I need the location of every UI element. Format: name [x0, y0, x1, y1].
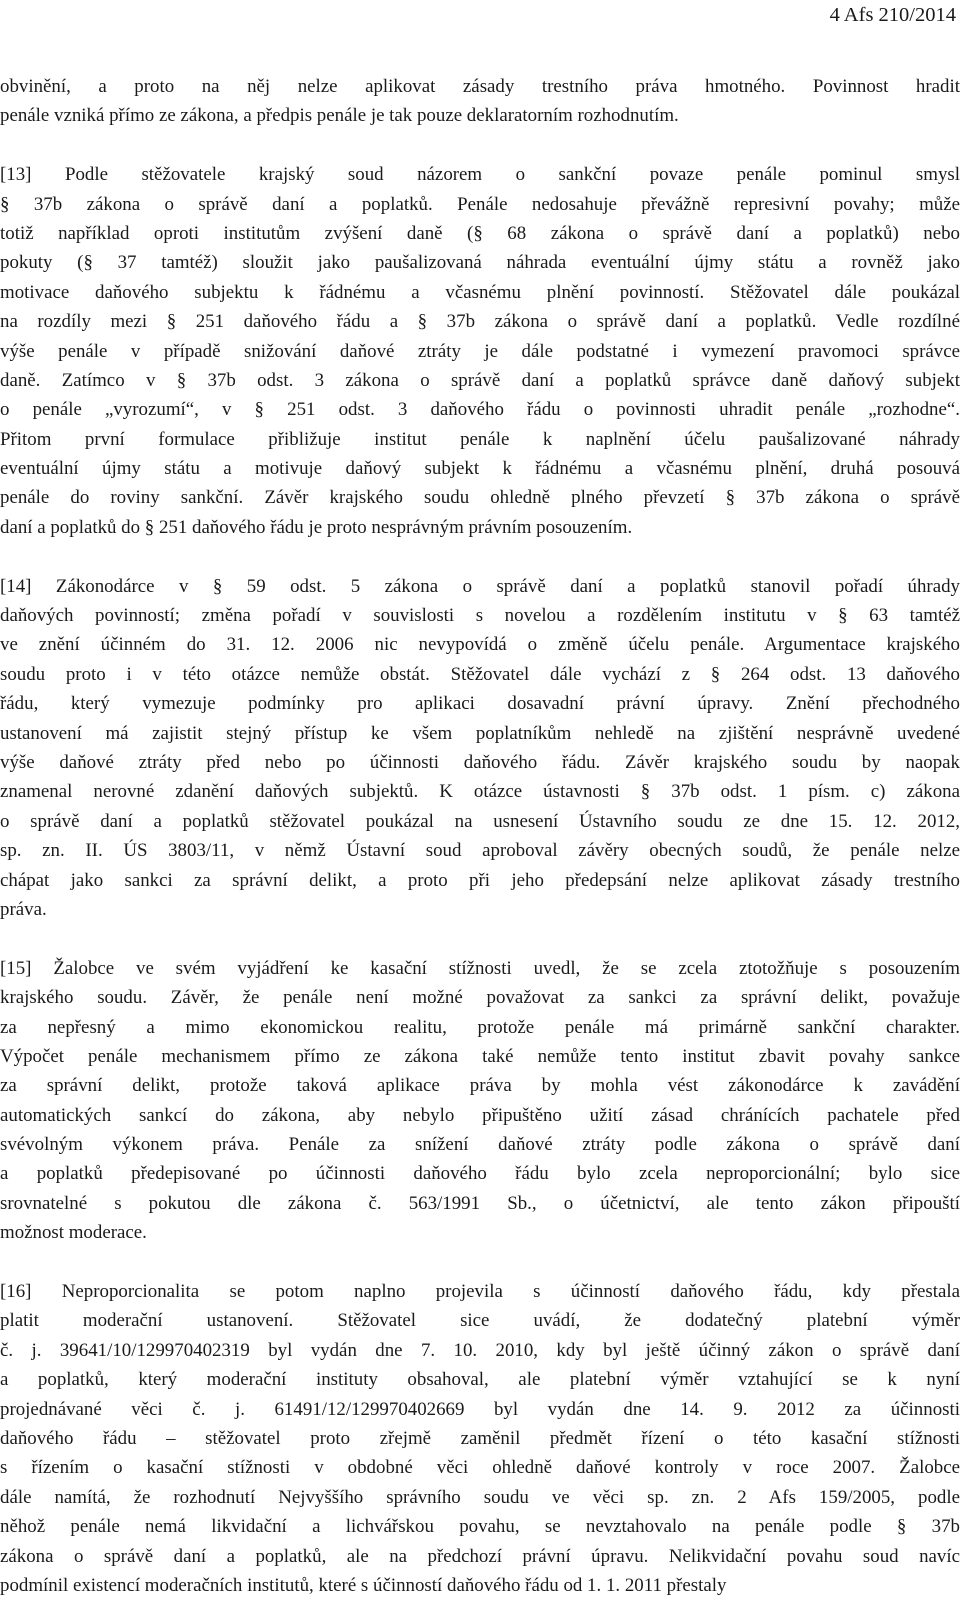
text-line: možnost moderace. [0, 1222, 147, 1244]
text-line: něhož penále nemá likvidační a lichvářskou povahu, se nevztahovalo na penále podle § 37b [0, 1516, 960, 1538]
text-line: penále vzniká přímo ze zákona, a předpis penále je tak pouze deklaratorním rozhodnutím. [0, 105, 679, 127]
text-line: motivace daňového subjektu k řádnému a včasnému plnění povinností. Stěžovatel dále poukázal [0, 281, 960, 303]
case-number-header: 4 Afs 210/2014 [829, 4, 956, 26]
paragraph-gap [0, 1248, 960, 1277]
paragraph-p13 [0, 160, 960, 542]
paragraph-p14 [0, 572, 960, 925]
text-line: obvinění, a proto na něj nelze aplikovat zásady trestního práva hmotného. Povinnost hradit [0, 76, 960, 97]
text-line: výše penále v případě snižování daňové ztráty je dále podstatné i vymezení pravomoci správce [0, 340, 960, 362]
text-line: svévolným výkonem práva. Penále za snížení daňové ztráty podle zákona o správě daní [0, 1134, 960, 1156]
document-body [0, 72, 960, 1600]
text-line: krajského soudu. Závěr, že penále není možné považovat za sankci za správní delikt, považuje [0, 987, 960, 1009]
text-line: č. j. 39641/10/129970402319 byl vydán dne 7. 10. 2010, kdy byl ještě účinný zákon o správě daní [0, 1339, 960, 1361]
text-line: za správní delikt, protože taková aplikace práva by mohla vést zákonodárce k zavádění [0, 1075, 960, 1097]
text-line: daně. Zatímco v § 37b odst. 3 zákona o správě daní a poplatků správce daně daňový subjekt [0, 369, 960, 391]
text-line: Přitom první formulace přibližuje institut penále k naplnění účelu paušalizované náhrady [0, 428, 960, 450]
text-line: [13] Podle stěžovatele krajský soud názorem o sankční povaze penále pominul smysl [0, 164, 960, 186]
text-line: za nepřesný a mimo ekonomickou realitu, protože penále má primárně sankční charakter. [0, 1016, 960, 1038]
text-line: sp. zn. II. ÚS 3803/11, v němž Ústavní soud aproboval závěry obecných soudů, že penále nelze [0, 840, 960, 862]
text-line: [16] Neproporcionalita se potom naplno projevila s účinností daňového řádu, kdy přestala [0, 1281, 960, 1303]
text-line: a poplatků, který moderační instituty obsahoval, ale platební výměr vztahující se k nyní [0, 1369, 960, 1391]
text-line: řádu, který vymezuje podmínky pro aplikaci dosavadní právní úpravy. Znění přechodného [0, 693, 960, 715]
text-line: ustanovení má zajistit stejný přístup ke všem poplatníkům nehledě na zjištění nesprávně uvedené [0, 722, 960, 744]
text-line: zákona o správě daní a poplatků, ale na předchozí právní úpravu. Nelikvidační povahu soud navíc [0, 1545, 960, 1567]
text-line: daňových povinností; změna pořadí v souvislosti s novelou a rozdělením institutu v § 63 tamtéž [0, 605, 960, 627]
text-line: platit moderační ustanovení. Stěžovatel sice uvádí, že dodatečný platební výměr [0, 1310, 960, 1332]
text-line: výše daňové ztráty před nebo po účinnosti daňového řádu. Závěr krajského soudu by naopak [0, 751, 960, 773]
text-line: podmínil existencí moderačních institutů, které s účinností daňového řádu od 1. 1. 2011 přestaly [0, 1574, 727, 1596]
text-line: dále namítá, že rozhodnutí Nejvyššího správního soudu ve věci sp. zn. 2 Afs 159/2005, podle [0, 1486, 960, 1508]
text-line: práva. [0, 898, 47, 920]
paragraph-gap [0, 542, 960, 571]
text-line: totiž například oproti institutům zvýšení daně (§ 68 zákona o správě daní a poplatků) nebo [0, 222, 960, 244]
text-line: a poplatků předepisované po účinnosti daňového řádu bylo zcela neproporcionální; bylo sice [0, 1163, 960, 1185]
text-line: o penále „vyrozumí“, v § 251 odst. 3 daňového řádu o povinnosti uhradit penále „rozhodne“. [0, 399, 960, 421]
text-line: eventuální újmy státu a motivuje daňový subjekt k řádnému a včasnému plnění, druhá posouvá [0, 458, 960, 480]
text-line: projednávané věci č. j. 61491/12/129970402669 byl vydán dne 14. 9. 2012 za účinnosti [0, 1398, 960, 1420]
text-line: chápat jako sankci za správní delikt, a proto při jeho předepsání nelze aplikovat zásady trestního [0, 869, 960, 891]
text-line: [14] Zákonodárce v § 59 odst. 5 zákona o správě daní a poplatků stanovil pořadí úhrady [0, 575, 960, 597]
text-line: § 37b zákona o správě daní a poplatků. Penále nedosahuje převážně represivní povahy; může [0, 193, 960, 215]
text-line: automatických sankcí do zákona, aby nebylo připuštěno užití zásad chránících pachatele před [0, 1104, 960, 1126]
text-line: penále do roviny sankční. Závěr krajského soudu ohledně plného převzetí § 37b zákona o správě [0, 487, 960, 509]
paragraph-p12-cont [0, 72, 960, 131]
text-line: o správě daní a poplatků stěžovatel poukázal na usnesení Ústavního soudu ze dne 15. 12. 2012, [0, 810, 960, 832]
paragraph-p16 [0, 1277, 960, 1600]
paragraph-gap [0, 131, 960, 160]
text-line: znamenal nerovné zdanění daňových subjektů. K otázce ústavnosti § 37b odst. 1 písm. c) zákona [0, 781, 960, 803]
text-line: soudu proto i v této otázce nemůže obstát. Stěžovatel dále vychází z § 264 odst. 13 daňového [0, 663, 960, 685]
text-line: s řízením o kasační stížnosti v obdobné věci ohledně daňové kontroly v roce 2007. Žalobce [0, 1457, 960, 1479]
text-line: srovnatelné s pokutou dle zákona č. 563/1991 Sb., o účetnictví, ale tento zákon připouští [0, 1192, 960, 1214]
text-line: pokuty (§ 37 tamtéž) sloužit jako paušalizovaná náhrada eventuální újmy státu a rovněž jako [0, 252, 960, 274]
text-line: daňového řádu – stěžovatel proto zřejmě zaměnil předmět řízení o této kasační stížnosti [0, 1427, 960, 1449]
text-line: [15] Žalobce ve svém vyjádření ke kasační stížnosti uvedl, že se zcela ztotožňuje s posouzením [0, 957, 960, 979]
paragraph-gap [0, 924, 960, 953]
text-line: na rozdíly mezi § 251 daňového řádu a § 37b zákona o správě daní a poplatků. Vedle rozdílné [0, 311, 960, 333]
text-line: Výpočet penále mechanismem přímo ze zákona také nemůže tento institut zbavit povahy sankce [0, 1045, 960, 1067]
paragraph-p15 [0, 954, 960, 1248]
text-line: daní a poplatků do § 251 daňového řádu je proto nesprávným právním posouzením. [0, 516, 633, 538]
text-line: ve znění účinném do 31. 12. 2006 nic nevypovídá o změně účelu penále. Argumentace krajského [0, 634, 960, 656]
